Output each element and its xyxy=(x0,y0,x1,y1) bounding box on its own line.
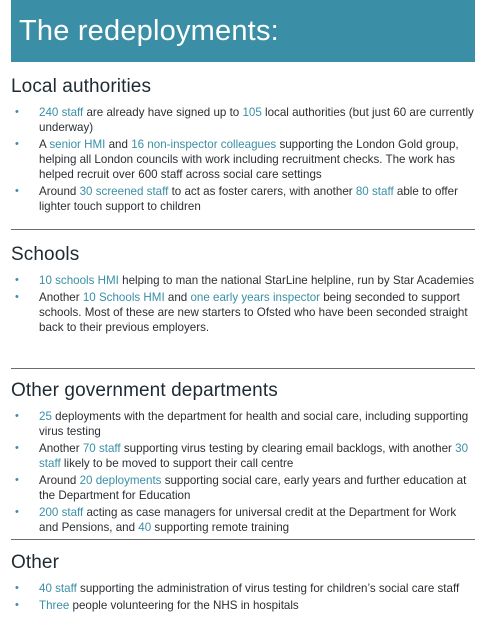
section-heading: Schools xyxy=(11,244,80,265)
bullet-list xyxy=(11,105,475,214)
body-text: supporting the administration of virus testing for children’s social care staff xyxy=(76,582,460,595)
body-text: able to offer lighter touch support to children xyxy=(39,185,458,213)
body-text: being seconded to support schools. Most of these are new starters to Ofsted who have been seconded straight back to their previous employers. xyxy=(39,291,468,334)
list-item xyxy=(11,105,475,135)
highlight-text: 40 staff xyxy=(39,582,77,595)
list-item xyxy=(11,441,475,471)
highlight-text: Three xyxy=(39,599,70,612)
body-text: are already have signed up to xyxy=(83,106,243,119)
body-text: deployments with the department for health and social care, including supporting virus testing xyxy=(39,410,469,438)
list-item xyxy=(11,581,475,596)
body-text: supporting the London Gold group, helping all London councils with work including recruitment checks. The work has helped recruit over 600 staff across social care settings xyxy=(39,138,459,181)
body-text: supporting remote training xyxy=(151,521,290,534)
highlight-text: 240 staff xyxy=(39,106,84,119)
bullet-icon: • xyxy=(15,474,19,486)
section-heading: Other xyxy=(11,552,60,573)
highlight-text: 25 xyxy=(39,410,52,423)
highlight-text: 70 staff xyxy=(82,442,121,455)
body-text: to act as foster carers, with another xyxy=(168,185,356,198)
body-text: and xyxy=(164,291,191,304)
highlight-text: 16 non-inspector colleagues xyxy=(131,138,277,151)
section-other xyxy=(11,552,475,615)
bullet-icon: • xyxy=(15,506,19,518)
highlight-text: 80 staff xyxy=(355,185,394,198)
list-item xyxy=(11,137,475,182)
body-text: local authorities (but just 60 are currently underway) xyxy=(39,106,474,134)
highlight-text: 10 Schools HMI xyxy=(82,291,165,304)
highlight-text: 105 xyxy=(242,106,262,119)
body-text: likely to be moved to support their call centre xyxy=(60,457,294,470)
bullet-icon: • xyxy=(15,274,19,286)
body-text: A xyxy=(39,138,50,151)
bullet-icon: • xyxy=(15,138,19,150)
list-item xyxy=(11,505,475,535)
bullet-icon: • xyxy=(15,185,19,197)
bullet-icon: • xyxy=(15,410,19,422)
list-item xyxy=(11,473,475,503)
highlight-text: 30 screened staff xyxy=(79,185,169,198)
body-text: supporting virus testing by clearing email backlogs, with another xyxy=(120,442,456,455)
bullet-icon: • xyxy=(15,291,19,303)
body-text: Around xyxy=(39,474,80,487)
highlight-text: 10 schools HMI xyxy=(39,274,119,287)
section-divider xyxy=(11,368,475,369)
list-item xyxy=(11,598,475,613)
bullet-icon: • xyxy=(15,582,19,594)
bullet-list xyxy=(11,273,475,335)
body-text: helping to man the national StarLine helpline, run by Star Academies xyxy=(118,274,475,287)
section-divider xyxy=(11,539,475,540)
bullet-icon: • xyxy=(15,599,19,611)
highlight-text: 30 staff xyxy=(39,442,469,470)
body-text: supporting social care, early years and further education at the Department for Education xyxy=(39,474,467,502)
list-item xyxy=(11,409,475,439)
section-heading: Local authorities xyxy=(11,76,152,97)
section-other-government-departments xyxy=(11,380,475,537)
bullet-list xyxy=(11,581,475,613)
list-item xyxy=(11,273,475,288)
highlight-text: 40 xyxy=(138,521,152,534)
highlight-text: senior HMI xyxy=(49,138,106,151)
bullet-icon: • xyxy=(15,106,19,118)
body-text: Another xyxy=(39,291,83,304)
bullet-list xyxy=(11,409,475,535)
body-text: people volunteering for the NHS in hospitals xyxy=(69,599,299,612)
list-item xyxy=(11,184,475,214)
bullet-icon: • xyxy=(15,442,19,454)
body-text: Another xyxy=(39,442,83,455)
section-divider xyxy=(11,229,475,230)
section-local-authorities xyxy=(11,76,475,216)
highlight-text: 20 deployments xyxy=(79,474,162,487)
body-text: acting as case managers for universal credit at the Department for Work and Pensions, and xyxy=(39,506,457,534)
section-heading: Other government departments xyxy=(11,380,278,401)
list-item xyxy=(11,290,475,335)
body-text: and xyxy=(105,138,132,151)
highlight-text: one early years inspector xyxy=(190,291,320,304)
page-title: The redeployments: xyxy=(11,0,475,62)
body-text: Around xyxy=(39,185,80,198)
highlight-text: 200 staff xyxy=(39,506,84,519)
section-schools xyxy=(11,244,475,337)
